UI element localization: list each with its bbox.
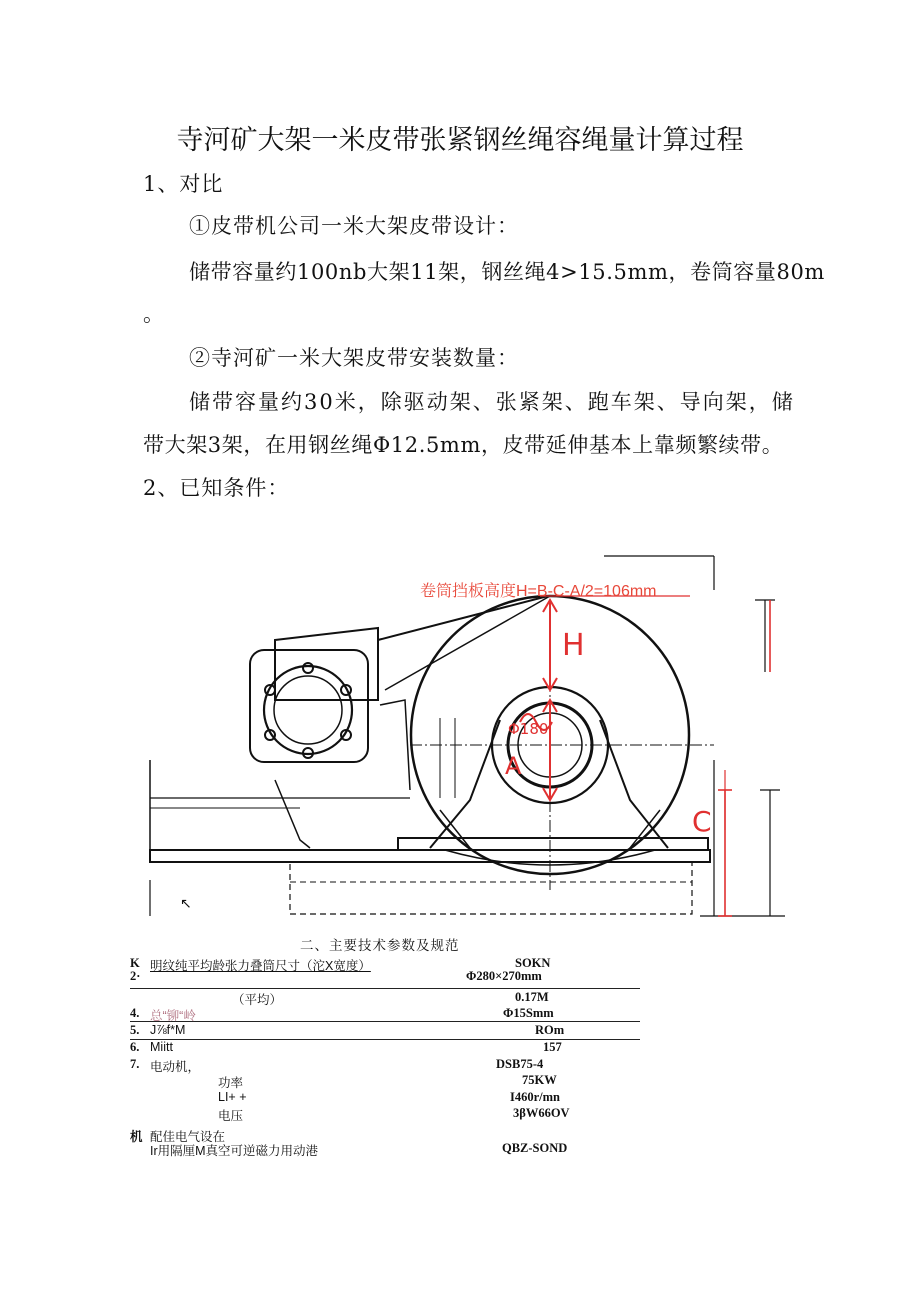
spec-row-number: 机: [130, 1130, 143, 1144]
spec-row-value: 157: [543, 1040, 562, 1054]
spec-row-label: （平均）: [232, 993, 283, 1007]
spec-row-label: Miitt: [150, 1040, 173, 1054]
item-2-line-1: 储带容量约30米，除驱动架、张紧架、跑车架、导向架，储: [189, 390, 795, 414]
spec-row-value: DSB75-4: [496, 1057, 544, 1071]
label-a: A: [505, 752, 522, 780]
spec-row-label: 配佳电气设在: [150, 1130, 226, 1144]
item-2-label: ②寺河矿一米大架皮带安装数量：: [189, 346, 519, 370]
spec-row-label: 功率: [218, 1076, 244, 1090]
spec-row-value: 75KW: [522, 1073, 557, 1087]
section-1-heading: 1、对比: [143, 172, 224, 196]
spec-row-label: J⅞f*M: [150, 1023, 186, 1037]
spec-row-number: 2·: [130, 969, 141, 983]
spec-row-label: 明纹纯平均龄张力叠筒尺寸（沱X宽度）: [150, 959, 371, 973]
spec-row-number: K: [130, 956, 140, 970]
divider: [130, 1039, 640, 1040]
item-1-label: ①皮带机公司一米大架皮带设计：: [189, 214, 519, 238]
divider: [130, 988, 640, 989]
divider: [130, 1021, 640, 1022]
item-1-line-1: 储带容量约100nb大架11架，钢丝绳4>15.5mm，卷筒容量80m: [189, 260, 825, 284]
spec-row-label: 电压: [218, 1109, 244, 1123]
spec-row-value: ROm: [535, 1023, 565, 1037]
spec-row-value: 3βW66OV: [513, 1106, 570, 1120]
label-phi: Φ180: [508, 720, 549, 738]
spec-row-value: I460r/mn: [510, 1090, 560, 1104]
item-1-line-2: 。: [143, 302, 165, 326]
spec-row-value: SOKN: [515, 956, 551, 970]
drum-baffle-annotation: 卷筒挡板高度H=B-C-A/2=106mm: [420, 583, 657, 600]
spec-row-value: QBZ-SOND: [502, 1141, 568, 1155]
spec-row-label: 总“铆“岭: [150, 1009, 196, 1023]
spec-row-label: Ir用隔厘M真空可逆磁力用动港: [150, 1144, 319, 1158]
spec-row-number: 5.: [130, 1023, 140, 1037]
spec-heading: 二、主要技术参数及规范: [300, 938, 460, 954]
spec-row-label: 电动机，: [150, 1060, 201, 1074]
spec-row-number: 7.: [130, 1057, 140, 1071]
label-h: H: [562, 628, 585, 663]
section-2-heading: 2、已知条件：: [143, 476, 290, 500]
stray-mark: ↖: [180, 896, 192, 912]
spec-row-value: Φ280×270mm: [466, 969, 542, 983]
label-c: C: [692, 805, 712, 838]
spec-row-value: Φ15Smm: [503, 1006, 554, 1020]
spec-row-value: 0.17M: [515, 990, 549, 1004]
spec-row-number: 6.: [130, 1040, 140, 1054]
spec-row-number: 4.: [130, 1006, 140, 1020]
item-2-line-2: 带大架3架，在用钢丝绳Φ12.5mm，皮带延伸基本上靠频繁续带。: [143, 433, 784, 457]
page-title: 寺河矿大架一米皮带张紧钢丝绳容绳量计算过程: [176, 125, 744, 156]
spec-row-label: LI+ +: [218, 1090, 247, 1104]
